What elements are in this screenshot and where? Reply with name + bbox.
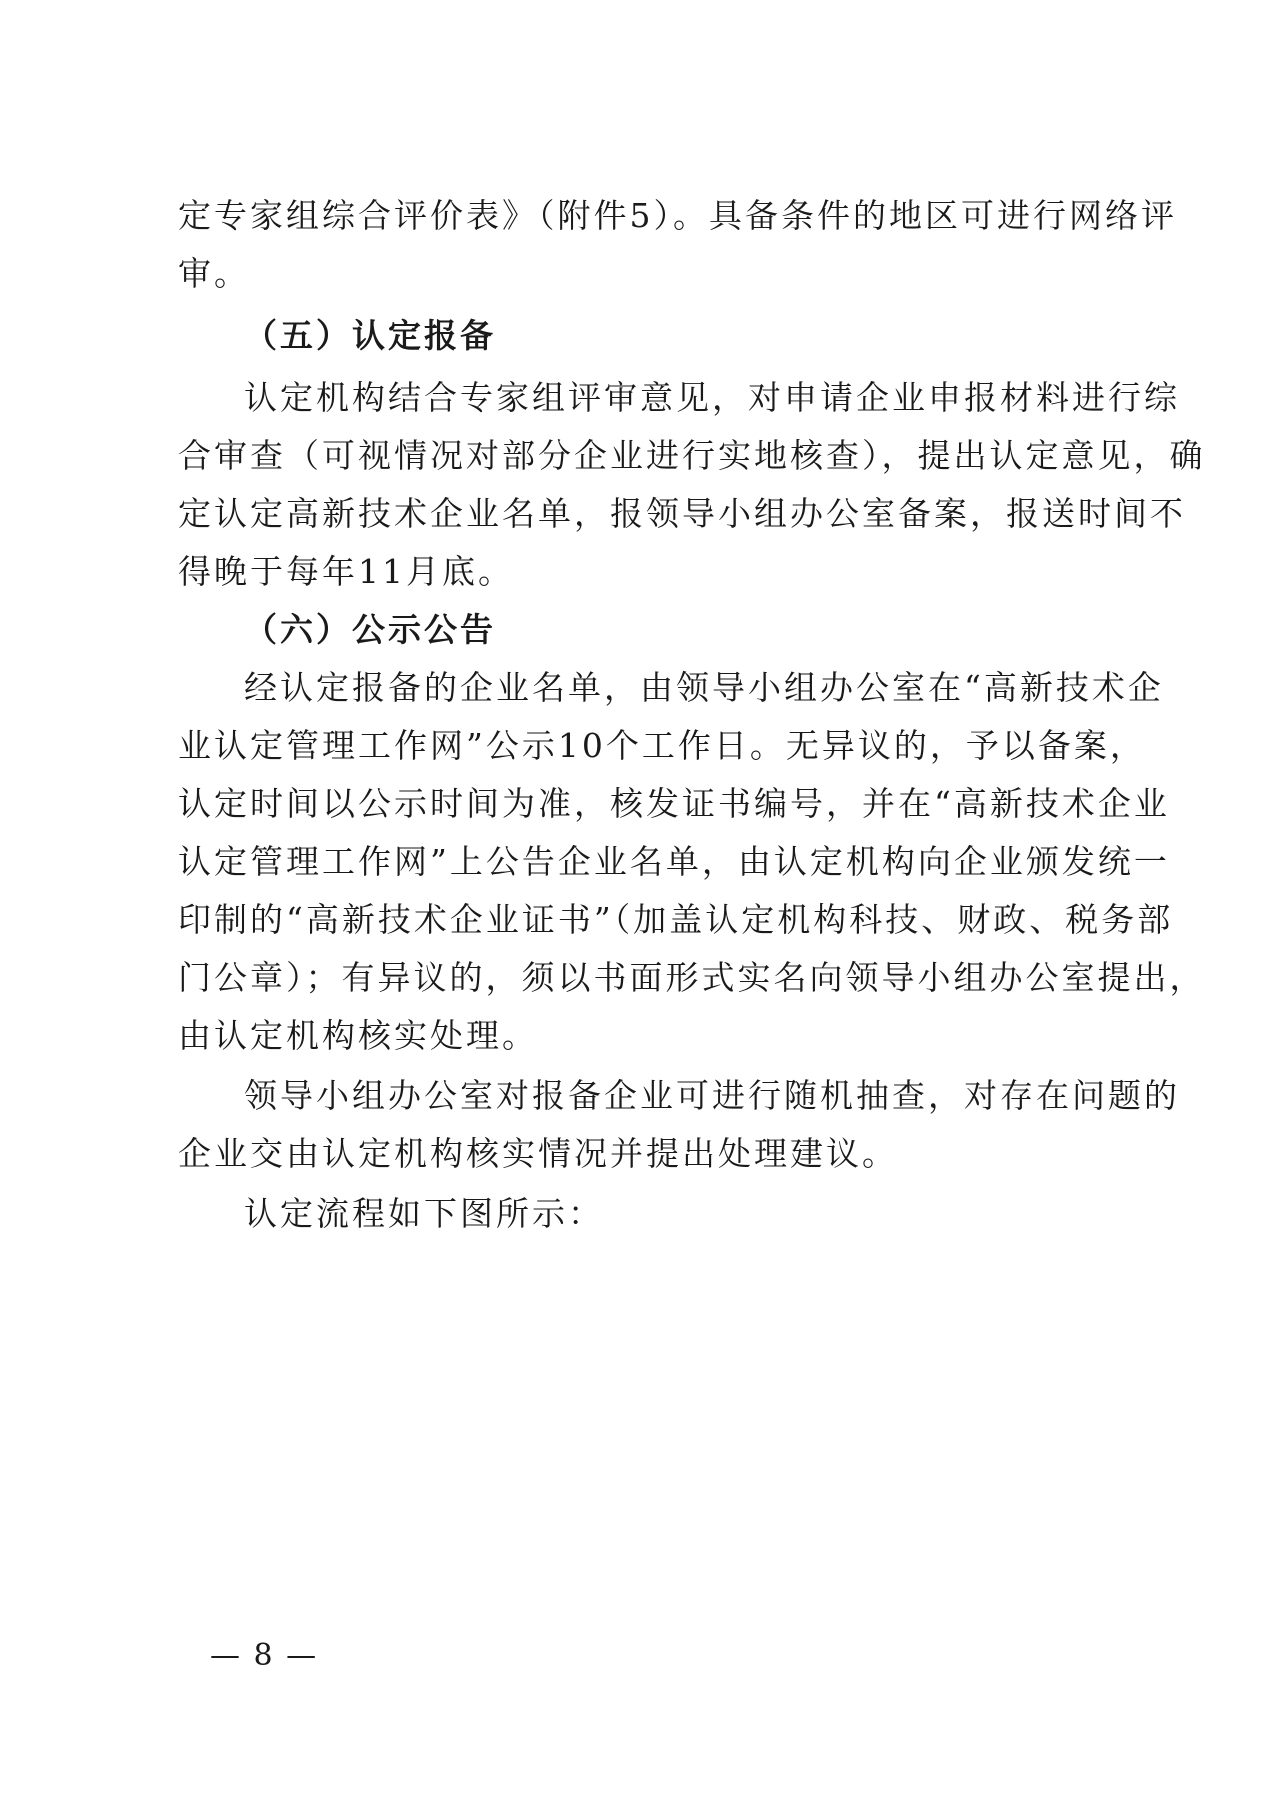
paragraph-line: 定专家组综合评价表》（附件5）。具备条件的地区可进行网络评	[178, 196, 1177, 235]
paragraph-line: 审。	[178, 254, 250, 293]
paragraph-line: 门公章）；有异议的，须以书面形式实名向领导小组办公室提出，	[178, 958, 1206, 997]
page-number: — 8 —	[210, 1638, 319, 1673]
paragraph-line: 领导小组办公室对报备企业可进行随机抽查，对存在问题的	[244, 1076, 1180, 1115]
paragraph-line: 认定时间以公示时间为准，核发证书编号，并在“高新技术企业	[178, 784, 1170, 823]
paragraph-line: 印制的“高新技术企业证书”（加盖认定机构科技、财政、税务部	[178, 900, 1174, 939]
section-heading: （六）公示公告	[244, 610, 496, 649]
paragraph-line: 由认定机构核实处理。	[178, 1016, 538, 1055]
paragraph-line: 合审查（可视情况对部分企业进行实地核查），提出认定意见，确	[178, 436, 1206, 475]
paragraph-line: 得晚于每年11月底。	[178, 552, 514, 591]
paragraph-line: 业认定管理工作网”公示10个工作日。无异议的，予以备案，	[178, 726, 1146, 765]
paragraph-line: 认定管理工作网”上公告企业名单，由认定机构向企业颁发统一	[178, 842, 1170, 881]
section-heading: （五）认定报备	[244, 316, 496, 355]
paragraph-line: 企业交由认定机构核实情况并提出处理建议。	[178, 1134, 898, 1173]
paragraph-line: 经认定报备的企业名单，由领导小组办公室在“高新技术企	[244, 668, 1164, 707]
paragraph-line: 认定机构结合专家组评审意见，对申请企业申报材料进行综	[244, 378, 1180, 417]
paragraph-line: 定认定高新技术企业名单，报领导小组办公室备案，报送时间不	[178, 494, 1186, 533]
paragraph-line: 认定流程如下图所示：	[244, 1194, 604, 1233]
